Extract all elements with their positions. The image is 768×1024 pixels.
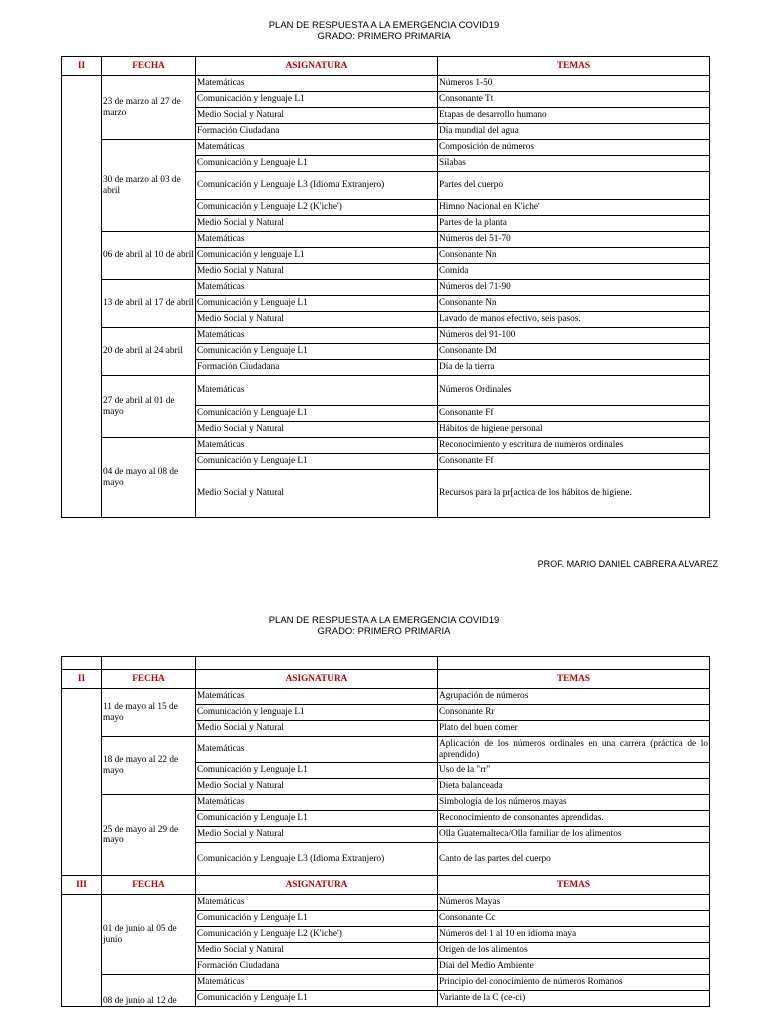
topic-cell: Consonante Cc	[438, 911, 710, 927]
topic-cell: Números del 51-70	[438, 232, 710, 248]
subject-cell: Matemáticas	[196, 795, 438, 811]
subject-cell: Medio Social y Natural	[196, 779, 438, 795]
week-date: 11 de mayo al 15 de mayo	[102, 689, 196, 737]
header-fecha: FECHA	[102, 876, 196, 895]
week-date: 27 de abril al 01 de mayo	[102, 376, 196, 438]
subject-cell: Medio Social y Natural	[196, 108, 438, 124]
page1-header	[0, 20, 768, 42]
topic-cell: Números del 1 al 10 en idioma maya	[438, 927, 710, 943]
header-asignatura: ASIGNATURA	[196, 57, 438, 76]
subject-cell: Formación Ciudadana	[196, 959, 438, 975]
subject-cell: Comunicación y Lenguaje L1	[196, 296, 438, 312]
topic-cell: Plato del buen comer	[438, 721, 710, 737]
subject-cell: Matemáticas	[196, 737, 438, 763]
topic-cell: Día de la tierra	[438, 360, 710, 376]
bimestre-label	[62, 895, 102, 1007]
bimestre-label	[62, 76, 102, 518]
week-date: 30 de marzo al 03 de abril	[102, 140, 196, 232]
subject-cell: Medio Social y Natural	[196, 264, 438, 280]
subject-cell: Medio Social y Natural	[196, 943, 438, 959]
topic-cell: Hábitos de higiene personal	[438, 422, 710, 438]
topic-cell: Sílabas	[438, 156, 710, 172]
topic-cell: Reconocimiento y escritura de numeros ordinales	[438, 438, 710, 454]
subject-cell: Medio Social y Natural	[196, 721, 438, 737]
subject-cell: Comunicación y Lenguaje L2 (K'iche')	[196, 200, 438, 216]
subject-cell: Comunicación y lenguaje L1	[196, 248, 438, 264]
table-row	[62, 975, 710, 991]
topic-cell: Canto de las partes del cuerpo	[438, 843, 710, 876]
topic-cell: Partes de la planta	[438, 216, 710, 232]
subject-cell: Medio Social y Natural	[196, 422, 438, 438]
week-date: 20 de abril al 24 abril	[102, 328, 196, 376]
header-temas: TEMAS	[438, 57, 710, 76]
week-date: 04 de mayo al 08 de mayo	[102, 438, 196, 518]
subject-cell: Comunicación y Lenguaje L1	[196, 344, 438, 360]
subject-cell: Medio Social y Natural	[196, 470, 438, 518]
topic-cell: Consonante Rr	[438, 705, 710, 721]
page2-plan-table	[61, 656, 710, 1007]
table-row	[62, 895, 710, 911]
subject-cell: Matemáticas	[196, 689, 438, 705]
topic-cell: Composición de números	[438, 140, 710, 156]
topic-cell: Números del 91-100	[438, 328, 710, 344]
topic-cell: Comida	[438, 264, 710, 280]
topic-cell: Consonante Nn	[438, 296, 710, 312]
topic-cell: Partes del cuerpo	[438, 172, 710, 200]
topic-cell: Díai del Medio Ambiente	[438, 959, 710, 975]
subject-cell: Comunicación y Lenguaje L2 (K'iche')	[196, 927, 438, 943]
topic-cell: Himno Nacional en K'iche'	[438, 200, 710, 216]
topic-cell: Números Ordinales	[438, 376, 710, 406]
subject-cell: Comunicación y Lenguaje L1	[196, 406, 438, 422]
table-row	[62, 376, 710, 406]
page1-grade: GRADO: PRIMERO PRIMARIA	[317, 31, 451, 42]
subject-cell: Matemáticas	[196, 376, 438, 406]
topic-cell: Olla Guatemalteca/Olla familiar de los alimentos	[438, 827, 710, 843]
subject-cell: Comunicación y Lenguaje L1	[196, 911, 438, 927]
table-row	[62, 689, 710, 705]
subject-cell: Comunicación y Lenguaje L1	[196, 763, 438, 779]
table-top-gap	[62, 657, 710, 670]
subject-cell: Matemáticas	[196, 328, 438, 344]
subject-cell: Matemáticas	[196, 438, 438, 454]
topic-cell: Consonante Tt	[438, 92, 710, 108]
week-date: 23 de marzo al 27 de marzo	[102, 76, 196, 140]
table-row	[62, 795, 710, 811]
subject-cell: Matemáticas	[196, 975, 438, 991]
subject-cell: Comunicación y Lenguaje L1	[196, 991, 438, 1007]
week-date: 18 de mayo al 22 de mayo	[102, 737, 196, 795]
topic-cell: Aplicación de los números ordinales en una carrera (práctica de lo aprendido)	[438, 737, 710, 763]
topic-cell: Recursos para la pr[actica de los hábitos de higiene.	[438, 470, 710, 518]
week-date: 25 de mayo al 29 de mayo	[102, 795, 196, 876]
table-header-row	[62, 876, 710, 895]
subject-cell: Formación Ciudadana	[196, 360, 438, 376]
header-bimestre: III	[62, 876, 102, 895]
topic-cell: Origen de los alimentos	[438, 943, 710, 959]
topic-cell: Día mundial del agua	[438, 124, 710, 140]
subject-cell: Comunicación y lenguaje L1	[196, 92, 438, 108]
header-bimestre: II	[62, 57, 102, 76]
header-temas: TEMAS	[438, 670, 710, 689]
subject-cell: Comunicación y Lenguaje L1	[196, 811, 438, 827]
page2-grade: GRADO: PRIMERO PRIMARIA	[317, 626, 451, 637]
subject-cell: Medio Social y Natural	[196, 827, 438, 843]
week-date: 08 de junio al 12 de	[102, 975, 196, 1007]
subject-cell: Matemáticas	[196, 280, 438, 296]
header-asignatura: ASIGNATURA	[196, 876, 438, 895]
page2-title: PLAN DE RESPUESTA A LA EMERGENCIA COVID19	[268, 615, 500, 626]
table-row	[62, 280, 710, 296]
header-fecha: FECHA	[102, 670, 196, 689]
topic-cell: Consonante Ff	[438, 406, 710, 422]
table-header-row	[62, 670, 710, 689]
table-row	[62, 76, 710, 92]
subject-cell: Medio Social y Natural	[196, 216, 438, 232]
week-date: 01 de junio al 05 de junio	[102, 895, 196, 975]
topic-cell: Consonante Dd	[438, 344, 710, 360]
page1-plan-table	[61, 56, 710, 518]
topic-cell: Lavado de manos efectivo, seis pasos.	[438, 312, 710, 328]
subject-cell: Matemáticas	[196, 76, 438, 92]
week-date: 13 de abril al 17 de abril	[102, 280, 196, 328]
table-row	[62, 140, 710, 156]
subject-cell: Comunicación y Lenguaje L3 (Idioma Extranjero)	[196, 843, 438, 876]
topic-cell: Etapas de desarrollo humano	[438, 108, 710, 124]
table-row	[62, 328, 710, 344]
subject-cell: Matemáticas	[196, 895, 438, 911]
table-row	[62, 232, 710, 248]
header-fecha: FECHA	[102, 57, 196, 76]
topic-cell: Uso de la "rr"	[438, 763, 710, 779]
subject-cell: Comunicación y lenguaje L1	[196, 705, 438, 721]
topic-cell: Dieta balanceada	[438, 779, 710, 795]
subject-cell: Matemáticas	[196, 140, 438, 156]
subject-cell: Comunicación y Lenguaje L3 (Idioma Extranjero)	[196, 172, 438, 200]
topic-cell: Números Mayas	[438, 895, 710, 911]
header-asignatura: ASIGNATURA	[196, 670, 438, 689]
topic-cell: Números del 71-90	[438, 280, 710, 296]
subject-cell: Medio Social y Natural	[196, 312, 438, 328]
topic-cell: Variante de la C (ce-ci)	[438, 991, 710, 1007]
topic-cell: Simbología de los números mayas	[438, 795, 710, 811]
subject-cell: Matemáticas	[196, 232, 438, 248]
subject-cell: Comunicación y Lenguaje L1	[196, 454, 438, 470]
table-header-row	[62, 57, 710, 76]
topic-cell: Agrupación de números	[438, 689, 710, 705]
topic-cell: Reconocimiento de consonantes aprendidas.	[438, 811, 710, 827]
topic-cell: Principio del conocimiento de números Romanos	[438, 975, 710, 991]
bimestre-label	[62, 689, 102, 876]
week-date: 06 de abril al 10 de abril	[102, 232, 196, 280]
topic-cell: Consonante Nn	[438, 248, 710, 264]
subject-cell: Formación Ciudadana	[196, 124, 438, 140]
topic-cell: Números 1-50	[438, 76, 710, 92]
teacher-signature: PROF. MARIO DANIEL CABRERA ALVAREZ	[537, 559, 718, 569]
page2-header	[0, 615, 768, 637]
header-bimestre: II	[62, 670, 102, 689]
page1-title: PLAN DE RESPUESTA A LA EMERGENCIA COVID19	[268, 20, 500, 31]
topic-cell: Consonante Ff	[438, 454, 710, 470]
subject-cell: Comunicación y Lenguaje L1	[196, 156, 438, 172]
table-row	[62, 737, 710, 763]
header-temas: TEMAS	[438, 876, 710, 895]
table-row	[62, 438, 710, 454]
